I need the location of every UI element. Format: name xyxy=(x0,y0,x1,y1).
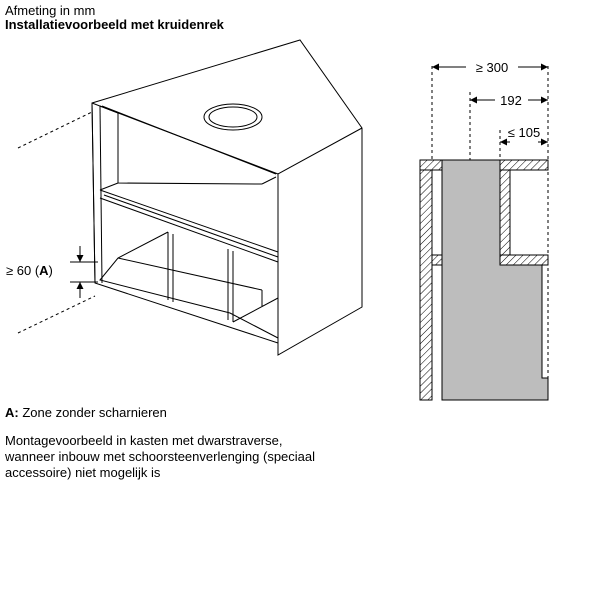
legend-text: Zone zonder scharnieren xyxy=(18,405,167,420)
rack-top xyxy=(500,160,548,170)
rack-side xyxy=(500,170,510,255)
wall-hint-top xyxy=(18,112,92,148)
hood-body xyxy=(442,160,548,400)
zone-label: ≥ 60 (A) xyxy=(6,263,53,278)
wall-hint-bottom xyxy=(18,296,95,333)
page-title: Installatievoorbeeld met kruidenrek xyxy=(5,17,224,32)
dim-300-label: ≥ 300 xyxy=(475,60,509,75)
rack-bottom xyxy=(500,255,548,265)
installation-note xyxy=(5,433,365,481)
note-line: Montagevoorbeeld in kasten met dwarstraverse, xyxy=(5,433,283,448)
duct-opening xyxy=(204,104,262,130)
left-wall xyxy=(420,170,432,400)
left-wall-top xyxy=(420,160,442,170)
left-wall-rail xyxy=(432,255,442,265)
cabinet-outline xyxy=(92,40,362,355)
dim-105-label: ≤ 105 xyxy=(507,125,541,140)
cabinet-drawing xyxy=(18,40,362,355)
dim-192-label: 192 xyxy=(500,93,522,108)
legend-key: A: xyxy=(5,405,19,420)
subtitle: Afmeting in mm xyxy=(5,3,96,18)
legend xyxy=(5,405,167,421)
zone-dimension xyxy=(70,246,98,298)
note-line: wanneer inbouw met schoorsteenverlenging (speciaal xyxy=(5,449,316,464)
note-line: accessoire) niet mogelijk is xyxy=(5,465,161,480)
section-drawing xyxy=(420,66,548,400)
